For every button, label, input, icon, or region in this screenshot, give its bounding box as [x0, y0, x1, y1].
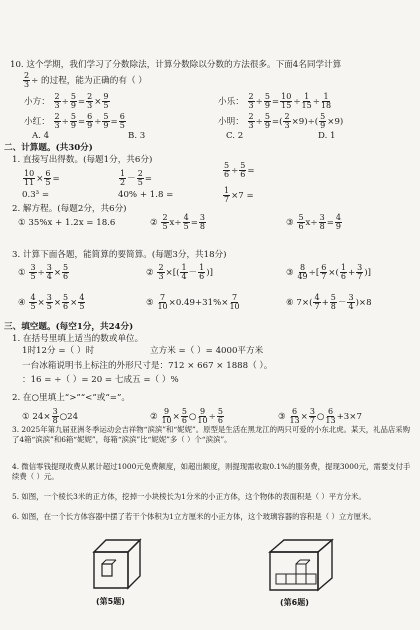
- fill-3: 3. 2025年第九届亚洲冬季运动会吉祥物“滨滨”和“妮妮”。原型是生活在黑龙江的两只可爱的小东北虎。某天，礼品店采购了4箱“滨滨”和6箱“妮妮”，每箱“滨滨”比“妮妮”多（ ）个“滨滨”。: [12, 425, 411, 444]
- eq2: ② $\frac{2}{5}$ x÷ $\frac{4}{5}$ = $\frac{3}{8}$: [150, 213, 205, 231]
- xiaofang-label: 小方：: [24, 97, 50, 107]
- xiaole-label: 小乐：: [218, 97, 244, 107]
- cmp-a: ① 24× $\frac{3}{8}$ ○24: [22, 407, 79, 425]
- p1-item-f: $\frac{1}{7}$ ×7 =: [224, 186, 254, 204]
- xiaoming-label: 小明：: [218, 117, 244, 127]
- sec2-p2: 2. 解方程。(每题2分，共6分): [12, 204, 127, 214]
- sec2-p1: 1. 直接写出得数。(每题1分，共6分): [12, 155, 153, 165]
- p1-item-c: $\frac{5}{6}$ ÷ $\frac{5}{6}$ =: [224, 161, 255, 179]
- q10-line2-text: ÷ 的过程，能为正确的有（ ）: [31, 76, 147, 86]
- fill-1d: ：16 = ÷（ ）= 20 = 七成五 =（ ）%: [22, 375, 179, 385]
- q10-xiaofang: 小方： $\frac{2}{3}$ ÷ $\frac{5}{9}$ = $\frac{2}{3}$ × $\frac{9}{5}$: [24, 92, 109, 110]
- q10-xiaohong: 小红： $\frac{2}{3}$ ÷ $\frac{5}{9}$ = $\frac{6}{9}$ ÷ $\frac{5}{9}$ = $\frac{6}{5}$: [24, 112, 125, 130]
- p1-item-b: $\frac{1}{2}$ － $\frac{2}{5}$ =: [120, 169, 152, 187]
- cmp-b: ② $\frac{9}{10}$ × $\frac{5}{6}$ ○ $\frac{9}{10}$ ÷ $\frac{5}{6}$: [150, 407, 223, 425]
- sec3-p1: 1. 在括号里填上适当的数或单位。: [12, 334, 144, 344]
- calc6: ⑥ 7×( $\frac{4}{7}$ + $\frac{5}{8}$ － $\frac{3}{4}$ )×8: [286, 293, 372, 311]
- caption-5: (第5题): [96, 597, 125, 606]
- opt-a: A. 4: [32, 131, 50, 141]
- eq1: ① 35%x + 1.2x = 18.6: [18, 218, 116, 228]
- sec2-p3: 3. 计算下面各题，能简算的要简算。(每题3分，共18分): [12, 250, 227, 260]
- q10-line1: 10. 这个学期，我们学习了分数除法，计算分数除以分数的方法很多。下面4名同学计算: [10, 60, 342, 70]
- fill-6: 6. 如图，在一个长方体容器中摆了若干个体积为1立方厘米的小正方体，这个玻璃容器的容积是（ ）立方厘米。: [12, 512, 376, 521]
- calc4: ④ $\frac{4}{5}$ × $\frac{3}{5}$ × $\frac{5}{6}$ × $\frac{4}{5}$: [18, 293, 85, 311]
- calc1: ① $\frac{3}{5}$ ÷ $\frac{3}{4}$ × $\frac{5}{6}$: [18, 263, 69, 281]
- sec3-p2: 2. 在○里填上“>”“<”或“=”。: [12, 393, 130, 403]
- cmp-c: ③ $\frac{6}{13}$ × $\frac{3}{7}$ ○ $\frac{6}{13}$ +3×7: [278, 407, 362, 425]
- sec2-title: 二、计算题。(共30分): [4, 143, 93, 153]
- p1-item-a: $\frac{10}{11}$ × $\frac{6}{5}$ =: [24, 169, 60, 187]
- fill-4: 4. 微信零钱提现收费从累计超过1000元免费额度，如超出额度，则提现需收取0.1%的服务费，提现3000元，需要支付手续费（ ）元。: [12, 462, 411, 481]
- calc5: ⑤ $\frac{7}{10}$ ×0.49+31%× $\frac{7}{10}$: [146, 293, 240, 311]
- opt-b: B. 3: [128, 131, 146, 141]
- q10-xiaoming: 小明： $\frac{2}{3}$ ÷ $\frac{5}{9}$ =( $\frac{2}{3}$ ×9)÷( $\frac{5}{9}$ ×9): [218, 112, 344, 130]
- opt-d: D. 1: [318, 131, 336, 141]
- caption-6: (第6题): [280, 598, 309, 607]
- eq3: ③ $\frac{5}{6}$ x÷ $\frac{3}{8}$ = $\frac{4}{9}$: [286, 213, 341, 231]
- xiaohong-label: 小红：: [24, 117, 50, 127]
- opt-c: C. 2: [226, 131, 244, 141]
- fill-1a: 1时12分 =（ ）时: [22, 346, 95, 356]
- fill-1b: 立方米 =（ ）= 4000平方米: [150, 346, 264, 356]
- calc2: ② $\frac{2}{3}$ ×[( $\frac{1}{4}$ － $\frac{1}{6}$ )]: [146, 263, 213, 281]
- p1-item-d: 0.3³ =: [22, 190, 50, 200]
- q10-line2: $\frac{2}{3}$ ÷ 的过程，能为正确的有（ ）: [24, 71, 147, 89]
- sec3-title: 三、填空题。(每空1分，共24分): [4, 322, 134, 332]
- fill-5: 5. 如图，一个棱长3米的正方体，挖掉一小块棱长为1分米的小正方体，这个物体的表面积是（ ）平方分米。: [12, 492, 366, 501]
- q10-xiaole: 小乐： $\frac{2}{3}$ ÷ $\frac{5}{9}$ = $\frac{10}{15}$ ÷ $\frac{1}{15}$ ÷ $\frac{1}{18}$: [218, 92, 332, 110]
- fill-1c: 一台冰箱说明书上标注的外形尺寸是：712 × 667 × 1888（ ）。: [22, 361, 273, 371]
- p1-item-e: 40% + 1.8 =: [118, 190, 174, 200]
- calc3: ③ $\frac{8}{49}$ ÷[ $\frac{6}{7}$ ×( $\frac{1}{6}$ + $\frac{3}{7}$ )]: [286, 263, 371, 281]
